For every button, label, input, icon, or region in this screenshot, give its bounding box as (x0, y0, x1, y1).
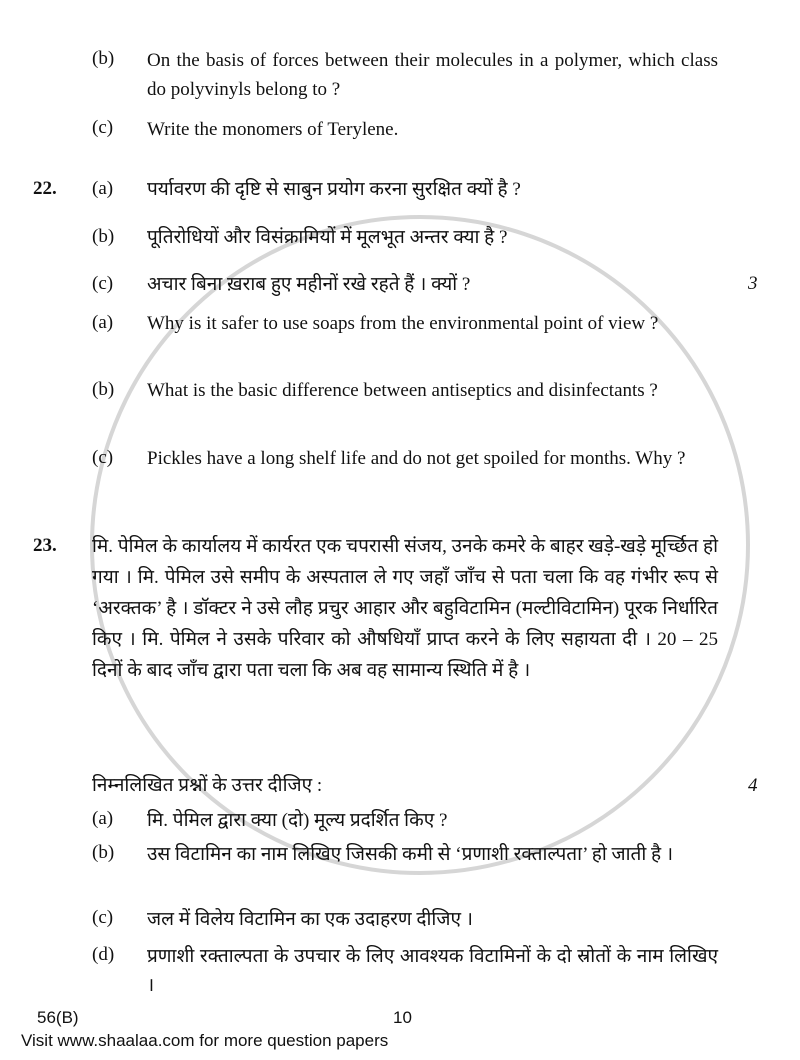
q22b-hi-label: (b) (92, 226, 115, 247)
q23b-text: उस विटामिन का नाम लिखिए जिसकी कमी से ‘प्रणाशी रक्ताल्पता’ हो जाती है । (147, 844, 674, 865)
q23d-text: प्रणाशी रक्ताल्पता के उपचार के लिए आवश्यक विटामिनों के दो स्रोतों के नाम लिखिए । (147, 946, 718, 996)
q23d-label: (d) (92, 944, 115, 965)
page-number: 10 (393, 1008, 412, 1027)
q22c-en-text: Pickles have a long shelf life and do not get spoiled for months. Why ? (147, 448, 686, 469)
q22a-hi-text: पर्यावरण की दृष्टि से साबुन प्रयोग करना सुरक्षित क्यों है ? (147, 179, 521, 200)
q23b-label: (b) (92, 842, 115, 863)
q23-marks: 4 (748, 775, 758, 796)
q21c-label: (c) (92, 117, 114, 138)
q23-passage: मि. पेमिल के कार्यालय में कार्यरत एक चपरासी संजय, उनके कमरे के बाहर खड़े-खड़े मूर्च्छित हो गया । मि. पेमिल उसे समीप के अस्पताल ले गए जहाँ जाँच से पता चला कि वह गंभीर रूप से ‘अरक्तक’ है । डॉक्टर ने उसे लौह प्रचुर आहार और बहुविटामिन (मल्टीविटामिन) पूरक निर्धारित किए । मि. पेमिल ने उसके परिवार को औषधियाँ प्राप्त करने के लिए सहायता दी । 20 – 25 दिनों के बाद जाँच द्वारा पता चला कि अब वह सामान्य स्थिति में है । (92, 536, 718, 681)
q23c-label: (c) (92, 907, 114, 928)
footer-visit-link[interactable]: Visit www.shaalaa.com for more question papers (21, 1031, 389, 1050)
q22c-en-label: (c) (92, 447, 114, 468)
q22a-hi-label: (a) (92, 178, 114, 199)
q21c-text: Write the monomers of Terylene. (147, 119, 399, 140)
paper-code: 56(B) (37, 1008, 79, 1027)
q22-marks: 3 (748, 273, 758, 294)
q22b-en-text: What is the basic difference between antiseptics and disinfectants ? (147, 380, 658, 401)
q22a-en-text: Why is it safer to use soaps from the environmental point of view ? (147, 313, 659, 334)
q23-number: 23. (33, 535, 57, 556)
q23-instruction: निम्नलिखित प्रश्नों के उत्तर दीजिए : (92, 775, 323, 796)
q22c-hi-label: (c) (92, 273, 114, 294)
q22b-en-label: (b) (92, 379, 115, 400)
q21b-label: (b) (92, 48, 115, 69)
q22a-en-label: (a) (92, 312, 114, 333)
q23a-label: (a) (92, 808, 114, 829)
q23c-text: जल में विलेय विटामिन का एक उदाहरण दीजिए । (147, 909, 473, 930)
q21b-text: On the basis of forces between their molecules in a polymer, which class do polyvinyls belong to ? (147, 50, 718, 100)
q22b-hi-text: पूतिरोधियों और विसंक्रामियों में मूलभूत अन्तर क्या है ? (147, 227, 508, 248)
q22-number: 22. (33, 178, 57, 199)
q22c-hi-text: अचार बिना ख़राब हुए महीनों रखे रहते हैं । क्यों ? (147, 274, 471, 295)
q23a-text: मि. पेमिल द्वारा क्या (दो) मूल्य प्रदर्शित किए ? (147, 810, 448, 831)
